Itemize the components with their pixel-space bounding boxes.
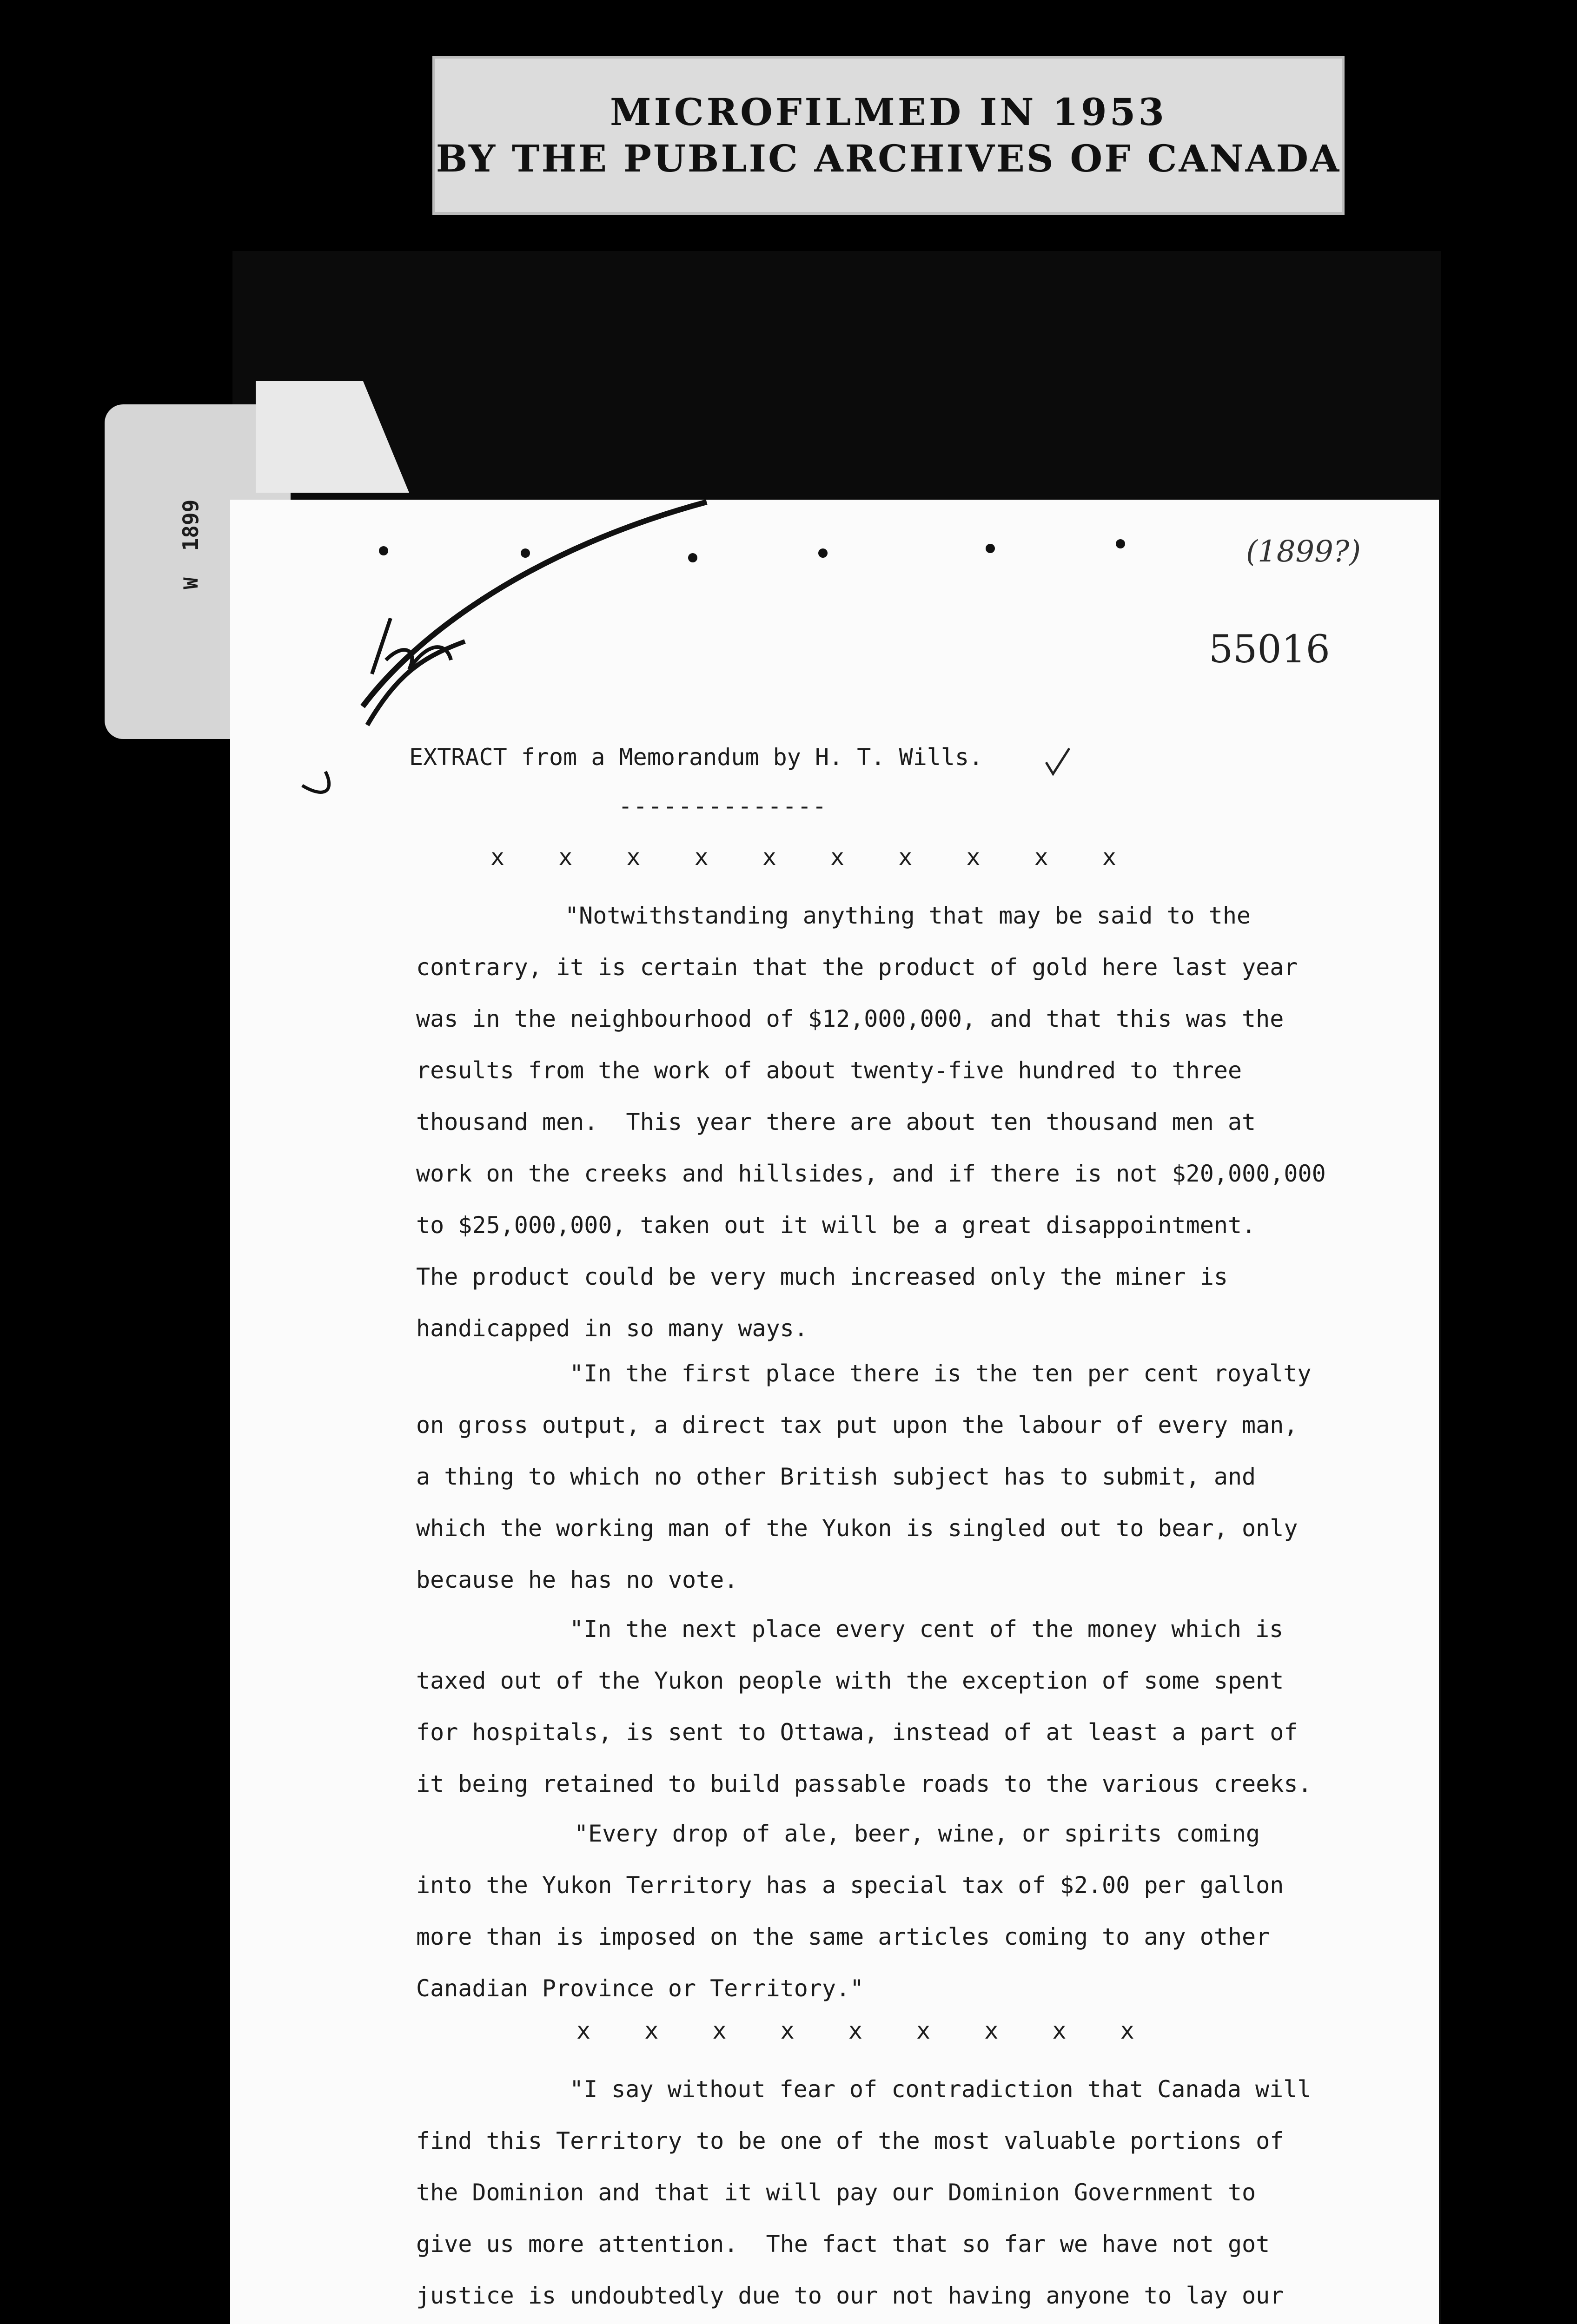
paragraph-2: "In the first place there is the ten per cent royalty on gross output, a direct tax put upon the labour of every man, a thing to which no other British subject has to submit, and which the working man of the Yukon is singled out to bear, only because he has no vote. [416,1360,1312,1593]
paragraph-5: "I say without fear of contradiction that Canada will find this Territory to be one of the most valuable portions of the Dominion and that it will pay our Dominion Government to give us more attention. The fact that so far we have not got justice is undoubtedly due to our not having anyone to lay our [416,2076,1312,2309]
paragraph-1: "Notwithstanding anything that may be said to the contrary, it is certain that the product of gold here last year was in the neighbourhood of $12,000,000, and that this was the results from the work of about twenty-five hundred to three thousand men. This year there are about ten thousand men at work on the creeks and hillsides, and if there is not $20,000,000 to $25,000,000, taken out it will be a great disappointment. The product could be very much increased only the miner is handicapped in so many ways. [416,902,1326,1342]
handwritten-date-note: (1899?) [1246,535,1361,569]
paragraph-3: "In the next place every cent of the money which is taxed out of the Yukon people with the exception of some spent for hospitals, is sent to Ottawa, instead of at least a part of it being retained to build passable roads to the various creeks. [416,1616,1312,1797]
section-separator: x x x x x x x x x x [490,844,1116,871]
paragraph-4: "Every drop of ale, beer, wine, or spirits coming into the Yukon Territory has a special tax of $2.00 per gallon more than is imposed on the same articles coming to any other Canadian Province or Territory." [416,1820,1284,2002]
archive-tab-letter: W [179,577,202,589]
document-heading: EXTRACT from a Memorandum by H. T. Wills. [409,744,983,771]
heading-rule: -------------- [618,792,828,819]
section-separator-2: x x x x x x x x x [576,2017,1134,2044]
microfilm-label-line1: MICROFILMED IN 1953 [610,90,1167,134]
microfilm-label-line2: BY THE PUBLIC ARCHIVES OF CANADA [436,137,1341,180]
archive-tab-year: 1899 [178,499,203,551]
document-number: 55016 [1209,627,1330,672]
